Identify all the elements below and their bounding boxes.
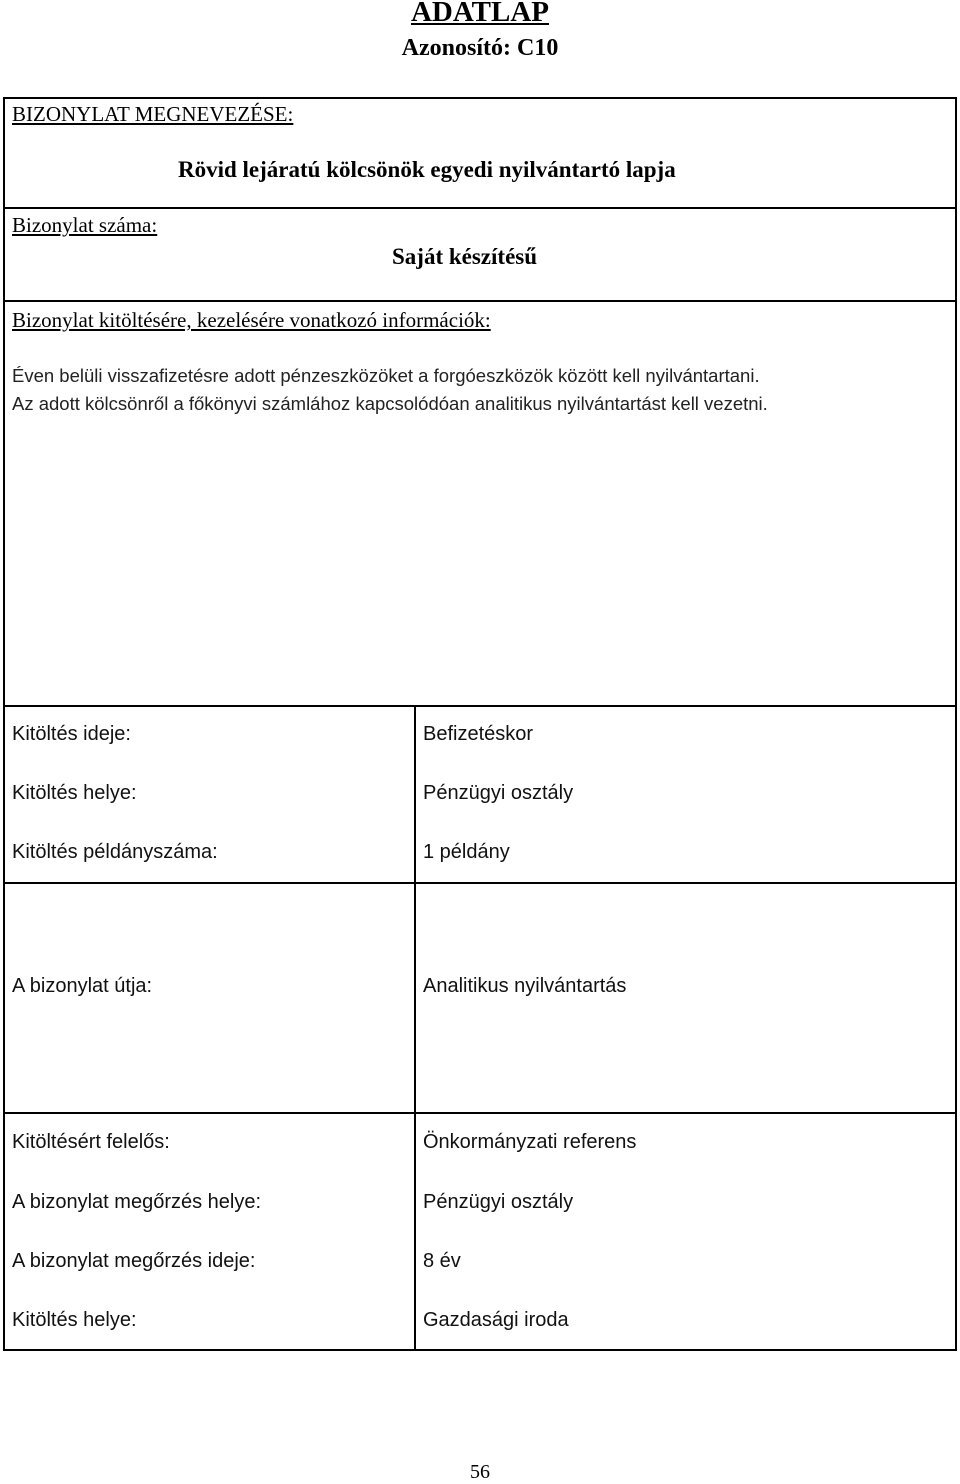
doc-number-label: Bizonylat száma: — [12, 213, 158, 237]
route-label: A bizonylat útja: — [12, 975, 153, 997]
fill-time-value: Befizetéskor — [423, 723, 534, 745]
fill-copies-value: 1 példány — [423, 841, 510, 863]
doc-name-label: BIZONYLAT MEGNEVEZÉSE: — [12, 102, 294, 126]
fill-copies-label: Kitöltés példányszáma: — [12, 841, 218, 863]
info-line-1: Éven belüli visszafizetésre adott pénzeszközöket a forgóeszközök között kell nyilvántartani. — [12, 365, 760, 386]
info-line-2: Az adott kölcsönről a főkönyvi számlához kapcsolódóan analitikus nyilvántartást kell vezetni. — [12, 393, 768, 414]
fill-place-value: Pénzügyi osztály — [423, 782, 574, 804]
storage-place-label: A bizonylat megőrzés helye: — [12, 1191, 262, 1213]
page-title: ADATLAP — [410, 0, 550, 28]
route-value: Analitikus nyilvántartás — [423, 975, 627, 997]
responsible-label: Kitöltésért felelős: — [12, 1131, 170, 1153]
fill-time-label: Kitöltés ideje: — [12, 723, 131, 745]
fill-location-label: Kitöltés helye: — [12, 1309, 137, 1331]
top-box-divider-2 — [3, 300, 957, 302]
top-box-divider-1 — [3, 207, 957, 209]
fill-table-column-divider — [414, 705, 416, 1351]
storage-time-value: 8 év — [423, 1250, 461, 1272]
storage-place-value: Pénzügyi osztály — [423, 1191, 574, 1213]
fill-table-divider-2 — [3, 1112, 957, 1114]
fill-table-border-left — [3, 705, 5, 1351]
storage-time-label: A bizonylat megőrzés ideje: — [12, 1250, 256, 1272]
top-box-border-top — [3, 97, 957, 99]
fill-place-label: Kitöltés helye: — [12, 782, 137, 804]
fill-table-border-bottom — [3, 1349, 957, 1351]
doc-number-value: Saját készítésű — [392, 244, 538, 269]
top-box-border-left — [3, 97, 5, 707]
top-box-border-right — [955, 97, 957, 707]
fill-table-border-top — [3, 705, 957, 707]
document-identifier: Azonosító: C10 — [401, 35, 559, 61]
fill-table-divider-1 — [3, 882, 957, 884]
fill-table-border-right — [955, 705, 957, 1351]
doc-name-value: Rövid lejáratú kölcsönök egyedi nyilvántartó lapja — [178, 157, 676, 182]
info-label: Bizonylat kitöltésére, kezelésére vonatkozó információk: — [12, 308, 491, 332]
fill-location-value: Gazdasági iroda — [423, 1309, 569, 1331]
page-number: 56 — [470, 1461, 490, 1483]
responsible-value: Önkormányzati referens — [423, 1131, 637, 1153]
